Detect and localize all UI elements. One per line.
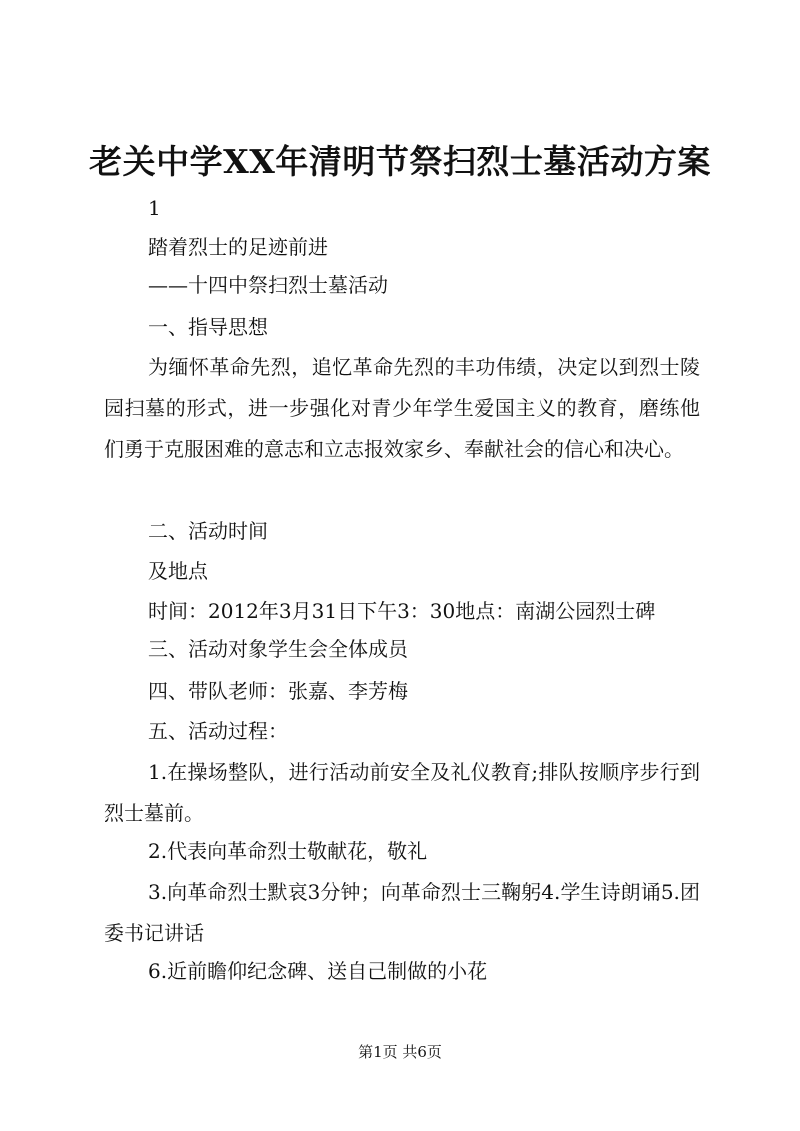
section-time-heading: 二、活动时间 bbox=[148, 519, 268, 543]
page-number-marker: 1 bbox=[148, 196, 161, 220]
document-title: 老关中学XX年清明节祭扫烈士墓活动方案 bbox=[89, 142, 711, 181]
section-place-heading: 及地点 bbox=[148, 559, 208, 583]
process-step-3: 3.向革命烈士默哀3分钟；向革命烈士三鞠躬4.学生诗朗诵5.团委书记讲话 bbox=[104, 880, 700, 945]
section-process-heading: 五、活动过程： bbox=[148, 719, 288, 743]
section-guiding-heading: 一、指导思想 bbox=[148, 315, 268, 339]
page-footer: 第1页 共6页 bbox=[358, 1043, 442, 1061]
process-step-6: 6.近前瞻仰纪念碑、送自己制做的小花 bbox=[148, 959, 488, 983]
document-subheading: ——十四中祭扫烈士墓活动 bbox=[148, 273, 388, 297]
process-step-1: 1.在操场整队，进行活动前安全及礼仪教育;排队按顺序步行到烈士墓前。 bbox=[104, 760, 700, 825]
document-heading: 踏着烈士的足迹前进 bbox=[148, 235, 328, 259]
section-guiding-text: 为缅怀革命先烈，追忆革命先烈的丰功伟绩，决定以到烈士陵园扫墓的形式，进一步强化对青少年学生爱国主义的教育，磨练他们勇于克服困难的意志和立志报效家乡、奉献社会的信心和决心。 bbox=[104, 355, 700, 461]
section-participants: 三、活动对象学生会全体成员 bbox=[148, 637, 408, 661]
section-teachers: 四、带队老师：张嘉、李芳梅 bbox=[148, 679, 408, 703]
section-time-place: 时间：2012年3月31日下午3：30地点：南湖公园烈士碑 bbox=[148, 599, 656, 623]
process-step-2: 2.代表向革命烈士敬献花，敬礼 bbox=[148, 839, 428, 863]
